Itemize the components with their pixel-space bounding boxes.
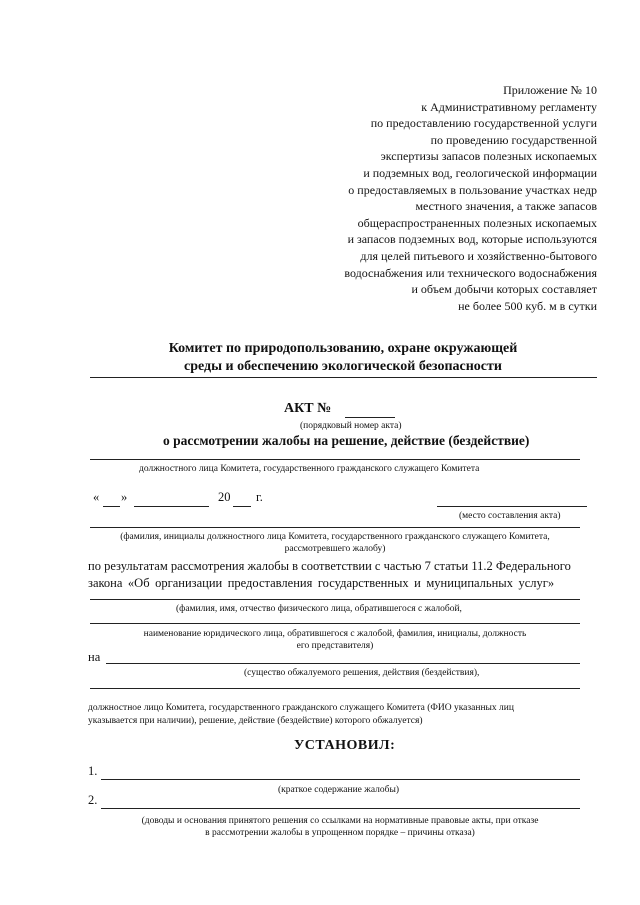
appendix-line: о предоставляемых в пользование участках недр: [348, 182, 597, 197]
act-subject: о рассмотрении жалобы на решение, действие (бездействие): [163, 433, 530, 448]
item-2-field[interactable]: [101, 808, 580, 809]
act-title: АКТ №: [284, 401, 332, 416]
appendix-line: и подземных вод, геологической информации: [363, 165, 597, 180]
date-close-quote: »: [121, 490, 128, 504]
item-2-hint-line-1: (доводы и основания принятого решения со ссылками на нормативные правовые акты, при отказе: [141, 816, 539, 826]
legal-entity-hint-line-1: наименование юридического лица, обратившегося с жалобой, фамилия, инициалы, должность: [143, 629, 527, 639]
appendix-line: по предоставлению государственной услуги: [370, 116, 597, 131]
appendix-line: и объем добычи которых составляет: [411, 282, 597, 297]
appendix-line: для целей питьевого и хозяйственно-бытового: [360, 248, 597, 263]
appendix-header: [267, 82, 597, 314]
appendix-line: по проведению государственной: [430, 132, 597, 147]
person-field[interactable]: [90, 599, 580, 600]
appendix-line: и запасов подземных вод, которые используются: [347, 232, 597, 247]
results-line-2: закона «Об организации предоставления государственных и муниципальных услуг»: [88, 576, 555, 590]
item-2-hint: [90, 815, 590, 839]
official-name-field[interactable]: [90, 527, 580, 528]
appendix-line: не более 500 куб. м в сутки: [458, 298, 597, 313]
place-field[interactable]: [437, 506, 587, 507]
on-label: на: [88, 650, 101, 664]
item-1-number: 1.: [88, 764, 98, 778]
date-day-field[interactable]: [103, 506, 120, 507]
official-name-hint: [90, 531, 580, 555]
date-year-prefix: 20: [218, 490, 231, 504]
person-hint: (фамилия, имя, отчество физического лица, обратившегося с жалобой,: [176, 604, 462, 614]
legal-entity-hint: [90, 628, 580, 652]
appendix-line: экспертизы запасов полезных ископаемых: [380, 149, 597, 164]
item-2-hint-line-2: в рассмотрении жалобы в упрощенном порядке – причины отказа): [205, 828, 475, 838]
appendix-line: общераспространенных полезных ископаемых: [357, 215, 597, 230]
item-1-hint: (краткое содержание жалобы): [278, 785, 400, 795]
appendix-line: к Административному регламенту: [421, 99, 597, 114]
official-description-line-1: должностное лицо Комитета, государственного гражданского служащего Комитета (ФИО указанных лиц: [88, 703, 514, 713]
date-year-suffix: г.: [256, 490, 263, 504]
committee-heading: [88, 340, 598, 376]
committee-line-2: среды и обеспечению экологической безопасности: [184, 359, 502, 374]
established-heading: УСТАНОВИЛ:: [294, 738, 396, 753]
committee-line-1: Комитет по природопользованию, охране окружающей: [168, 341, 518, 356]
committee-underline: [90, 377, 597, 378]
results-line-1: по результатам рассмотрения жалобы в соответствии с частью 7 статьи 11.2 Федерального: [88, 559, 571, 573]
essence-field-continued[interactable]: [90, 688, 580, 689]
act-number-field[interactable]: [345, 417, 395, 418]
official-hint: должностного лица Комитета, государственного гражданского служащего Комитета: [139, 464, 480, 474]
item-2-number: 2.: [88, 793, 98, 807]
appendix-title: Приложение № 10: [503, 83, 597, 97]
official-name-hint-line-1: (фамилия, инициалы должностного лица Комитета, государственного гражданского служащего Комитета,: [120, 532, 550, 542]
place-hint: (место составления акта): [459, 511, 561, 521]
date-open-quote: «: [93, 490, 100, 504]
date-year-field[interactable]: [233, 506, 251, 507]
essence-field[interactable]: [106, 663, 580, 664]
item-1-field[interactable]: [101, 779, 580, 780]
official-name-hint-line-2: рассмотревшего жалобу): [284, 544, 386, 554]
legal-entity-field[interactable]: [90, 623, 580, 624]
appendix-line: водоснабжения или технического водоснабжения: [344, 265, 597, 280]
appendix-line: местного значения, а также запасов: [415, 199, 597, 214]
legal-entity-hint-line-2: его представителя): [296, 641, 374, 651]
official-description-line-2: указывается при наличии), решение, действие (бездействие) которого обжалуется): [88, 716, 423, 726]
act-number-hint: (порядковый номер акта): [300, 421, 402, 431]
essence-hint: (существо обжалуемого решения, действия (бездействия),: [244, 668, 480, 678]
date-month-field[interactable]: [134, 506, 209, 507]
official-field[interactable]: [90, 459, 580, 460]
